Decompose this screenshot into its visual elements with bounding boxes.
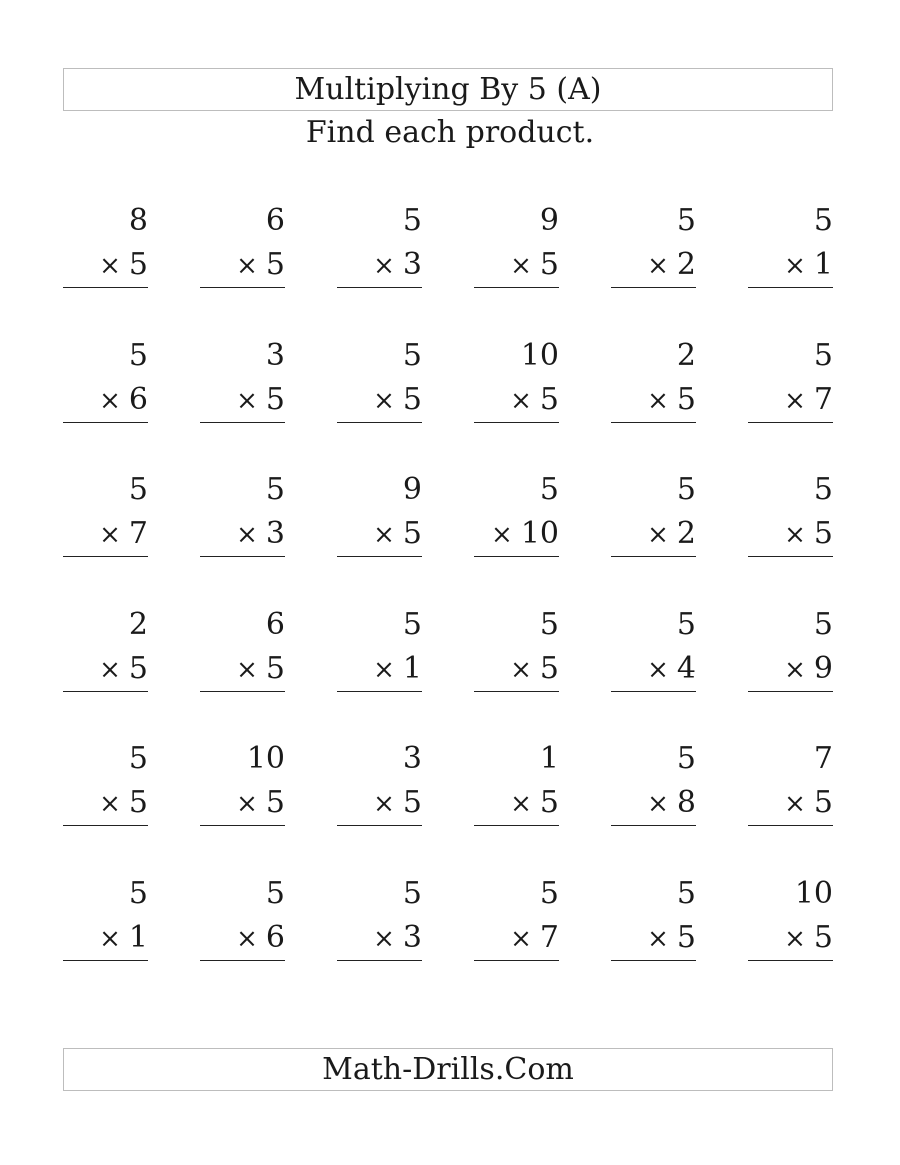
multiplication-problem xyxy=(748,334,833,469)
multiplier: 5 xyxy=(265,650,285,686)
multiplication-problem xyxy=(748,199,833,334)
multiplicand: 5 xyxy=(813,337,833,373)
times-sign: × xyxy=(784,385,806,416)
multiplicand: 5 xyxy=(676,741,696,777)
multiplier-row xyxy=(63,243,148,288)
multiplier-row xyxy=(63,647,148,692)
multiplier-row xyxy=(200,647,285,692)
times-sign: × xyxy=(647,251,669,281)
multiplier-row xyxy=(748,243,833,288)
footer-box xyxy=(63,1048,833,1091)
times-sign: × xyxy=(236,520,258,551)
times-sign: × xyxy=(373,923,395,954)
multiplicand: 9 xyxy=(402,472,422,508)
multiplier: 7 xyxy=(539,919,559,955)
multiplier: 7 xyxy=(813,381,833,417)
multiplier: 2 xyxy=(676,516,696,552)
multiplier: 5 xyxy=(539,247,559,282)
multiplicand: 8 xyxy=(128,203,148,238)
multiplier-row xyxy=(474,916,559,961)
multiplicand: 5 xyxy=(813,472,833,508)
multiplication-problem xyxy=(200,199,285,334)
times-sign: × xyxy=(510,654,532,685)
multiplicand: 5 xyxy=(128,875,148,911)
multiplication-problem xyxy=(337,334,422,469)
multiplier-row xyxy=(611,512,696,557)
multiplier-row xyxy=(63,781,148,826)
multiplicand: 5 xyxy=(676,606,696,642)
multiplier: 7 xyxy=(128,516,148,552)
multiplier-row xyxy=(611,243,696,288)
times-sign: × xyxy=(373,251,395,281)
multiplicand: 10 xyxy=(520,337,559,373)
times-sign: × xyxy=(510,923,532,954)
multiplicand: 7 xyxy=(813,741,833,777)
multiplier-row xyxy=(611,916,696,961)
multiplier-row xyxy=(474,781,559,826)
times-sign: × xyxy=(784,251,806,281)
multiplicand: 3 xyxy=(265,337,285,373)
multiplication-problem xyxy=(337,468,422,603)
multiplication-problem xyxy=(200,468,285,603)
multiplication-problem xyxy=(748,737,833,872)
multiplier: 5 xyxy=(676,381,696,417)
multiplication-problem xyxy=(474,603,559,738)
multiplicand: 5 xyxy=(539,472,559,508)
times-sign: × xyxy=(236,385,258,416)
multiplication-problem xyxy=(63,603,148,738)
multiplication-problem xyxy=(337,199,422,334)
multiplier: 5 xyxy=(265,247,285,282)
multiplier: 5 xyxy=(813,785,833,821)
multiplier-row xyxy=(748,781,833,826)
multiplication-problem xyxy=(474,334,559,469)
multiplier-row xyxy=(337,781,422,826)
times-sign: × xyxy=(510,385,532,416)
times-sign: × xyxy=(647,923,669,954)
multiplier: 9 xyxy=(813,650,833,686)
times-sign: × xyxy=(647,654,669,685)
multiplicand: 5 xyxy=(539,606,559,642)
multiplier: 1 xyxy=(402,650,422,686)
multiplier-row xyxy=(474,647,559,692)
times-sign: × xyxy=(99,789,121,820)
multiplier: 5 xyxy=(813,919,833,955)
multiplicand: 5 xyxy=(539,875,559,911)
multiplication-problem xyxy=(337,872,422,1007)
multiplicand: 5 xyxy=(128,337,148,373)
multiplicand: 2 xyxy=(676,337,696,373)
multiplier-row xyxy=(748,647,833,692)
multiplication-problem xyxy=(63,872,148,1007)
multiplicand: 5 xyxy=(402,606,422,642)
times-sign: × xyxy=(99,520,121,551)
multiplicand: 5 xyxy=(676,203,696,238)
multiplication-problem xyxy=(474,737,559,872)
multiplier-row xyxy=(200,243,285,288)
multiplier-row xyxy=(474,243,559,288)
multiplier: 5 xyxy=(539,381,559,417)
multiplication-problem xyxy=(63,334,148,469)
multiplication-problem xyxy=(200,334,285,469)
multiplier-row xyxy=(63,916,148,961)
multiplier: 5 xyxy=(676,919,696,955)
multiplier: 5 xyxy=(128,650,148,686)
multiplication-problem xyxy=(748,603,833,738)
multiplicand: 5 xyxy=(402,337,422,373)
times-sign: × xyxy=(784,520,806,551)
multiplier: 5 xyxy=(265,785,285,821)
worksheet-title: Multiplying By 5 (A) xyxy=(294,72,602,107)
times-sign: × xyxy=(373,654,395,685)
multiplier: 1 xyxy=(128,919,148,955)
multiplier-row xyxy=(337,647,422,692)
times-sign: × xyxy=(236,789,258,820)
times-sign: × xyxy=(236,654,258,685)
multiplicand: 5 xyxy=(813,203,833,238)
multiplier: 5 xyxy=(402,381,422,417)
multiplicand: 5 xyxy=(128,741,148,777)
times-sign: × xyxy=(784,654,806,685)
multiplier-row xyxy=(748,916,833,961)
times-sign: × xyxy=(510,789,532,820)
multiplicand: 5 xyxy=(402,875,422,911)
multiplicand: 5 xyxy=(676,472,696,508)
multiplier-row xyxy=(200,378,285,423)
multiplicand: 5 xyxy=(676,875,696,911)
multiplier-row xyxy=(611,647,696,692)
times-sign: × xyxy=(373,789,395,820)
multiplier-row xyxy=(63,378,148,423)
multiplier: 1 xyxy=(813,247,833,282)
multiplicand: 6 xyxy=(265,203,285,238)
multiplier-row xyxy=(474,512,559,557)
multiplication-problem xyxy=(63,737,148,872)
multiplier-row xyxy=(611,378,696,423)
multiplier: 6 xyxy=(265,919,285,955)
footer-text: Math-Drills.Com xyxy=(322,1052,574,1087)
multiplier-row xyxy=(337,378,422,423)
multiplicand: 5 xyxy=(402,203,422,238)
multiplicand: 5 xyxy=(265,472,285,508)
multiplier: 6 xyxy=(128,381,148,417)
multiplier: 5 xyxy=(128,785,148,821)
multiplicand: 9 xyxy=(539,203,559,238)
times-sign: × xyxy=(99,385,121,416)
multiplicand: 10 xyxy=(794,875,833,911)
times-sign: × xyxy=(784,789,806,820)
multiplicand: 5 xyxy=(265,875,285,911)
multiplication-problem xyxy=(474,872,559,1007)
multiplication-problem xyxy=(474,199,559,334)
multiplicand: 5 xyxy=(128,472,148,508)
multiplier: 5 xyxy=(128,247,148,282)
multiplier-row xyxy=(748,378,833,423)
times-sign: × xyxy=(784,923,806,954)
multiplier-row xyxy=(337,512,422,557)
times-sign: × xyxy=(236,923,258,954)
times-sign: × xyxy=(99,251,121,281)
multiplicand: 3 xyxy=(402,741,422,777)
multiplier: 5 xyxy=(402,785,422,821)
times-sign: × xyxy=(373,520,395,551)
times-sign: × xyxy=(510,251,532,281)
multiplier: 5 xyxy=(539,785,559,821)
times-sign: × xyxy=(647,789,669,820)
multiplicand: 2 xyxy=(128,606,148,642)
multiplication-problem xyxy=(611,334,696,469)
times-sign: × xyxy=(236,251,258,281)
multiplier-row xyxy=(200,781,285,826)
multiplier: 5 xyxy=(265,381,285,417)
multiplication-problem xyxy=(337,737,422,872)
multiplier-row xyxy=(474,378,559,423)
multiplier: 8 xyxy=(676,785,696,821)
multiplication-problem xyxy=(200,737,285,872)
multiplication-problem xyxy=(748,468,833,603)
multiplicand: 1 xyxy=(539,741,559,777)
multiplication-problem xyxy=(611,872,696,1007)
multiplier-row xyxy=(748,512,833,557)
multiplication-problem xyxy=(337,603,422,738)
times-sign: × xyxy=(99,654,121,685)
times-sign: × xyxy=(99,923,121,954)
multiplicand: 6 xyxy=(265,606,285,642)
times-sign: × xyxy=(647,520,669,551)
multiplier: 5 xyxy=(402,516,422,552)
problem-grid xyxy=(63,199,833,1007)
multiplier-row xyxy=(337,243,422,288)
multiplier-row xyxy=(63,512,148,557)
multiplication-problem xyxy=(200,603,285,738)
times-sign: × xyxy=(491,520,513,551)
multiplier: 3 xyxy=(265,516,285,552)
multiplication-problem xyxy=(474,468,559,603)
multiplier-row xyxy=(611,781,696,826)
multiplication-problem xyxy=(748,872,833,1007)
multiplier-row xyxy=(337,916,422,961)
multiplier: 5 xyxy=(539,650,559,686)
worksheet-title-box xyxy=(63,68,833,111)
multiplier: 10 xyxy=(520,516,559,552)
times-sign: × xyxy=(373,385,395,416)
multiplication-problem xyxy=(63,199,148,334)
multiplication-problem xyxy=(611,468,696,603)
multiplier: 5 xyxy=(813,516,833,552)
multiplication-problem xyxy=(200,872,285,1007)
multiplier-row xyxy=(200,512,285,557)
multiplication-problem xyxy=(63,468,148,603)
multiplier-row xyxy=(200,916,285,961)
multiplication-problem xyxy=(611,737,696,872)
multiplication-problem xyxy=(611,603,696,738)
multiplier: 4 xyxy=(676,650,696,686)
multiplication-problem xyxy=(611,199,696,334)
multiplicand: 10 xyxy=(246,741,285,777)
multiplicand: 5 xyxy=(813,606,833,642)
multiplier: 3 xyxy=(402,919,422,955)
multiplier: 3 xyxy=(402,247,422,282)
multiplier: 2 xyxy=(676,247,696,282)
times-sign: × xyxy=(647,385,669,416)
worksheet-instructions: Find each product. xyxy=(305,115,595,150)
